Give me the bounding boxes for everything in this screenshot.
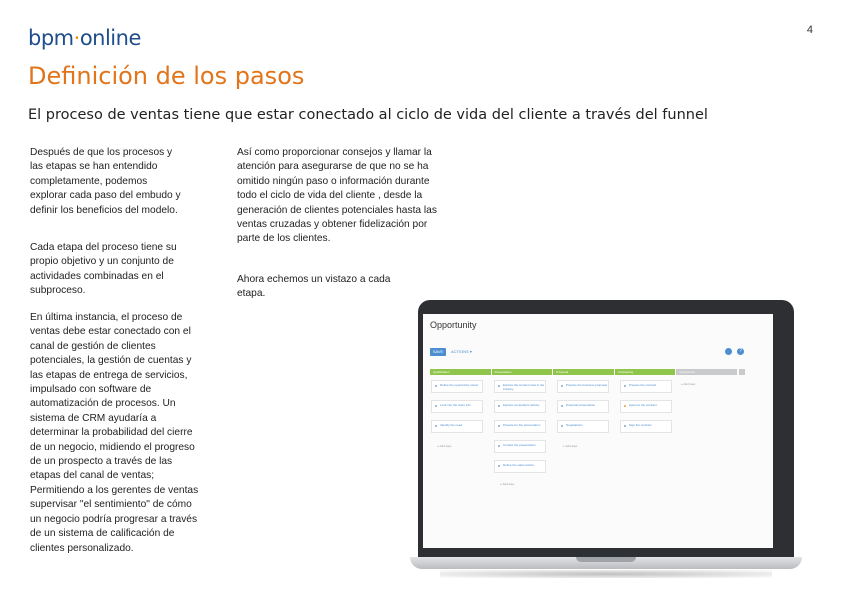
stage-proposal[interactable]: Proposal bbox=[553, 369, 614, 375]
add-step-link[interactable]: + Add step bbox=[681, 382, 695, 386]
stage-qualification[interactable]: Qualification bbox=[430, 369, 491, 375]
laptop-screen bbox=[423, 314, 773, 548]
add-step-link[interactable]: + Add step bbox=[500, 482, 514, 486]
add-step-link[interactable]: + Add step bbox=[563, 444, 577, 448]
page-title: Definición de los pasos bbox=[28, 62, 305, 90]
step-card[interactable]: Explore the contact roles in the industry bbox=[494, 380, 546, 393]
actions-menu[interactable]: ACTIONS ▾ bbox=[451, 349, 472, 354]
step-card[interactable]: Define the sales tactics bbox=[494, 460, 546, 473]
paragraph-intro: Después de que los procesos y las etapas se han entendido completamente, podemos explorar cada paso del embudo y definir los beneficios del modelo. bbox=[30, 147, 181, 216]
paragraph-crm: En última instancia, el proceso de ventas debe estar conectado con el canal de gestión de clientes potenciales, la gestión de cuentas y las etapas de entrega de servicios, impulsado con software de automatización de procesos. Un sistema de CRM ayudaría a determinar la probabilidad del cierre de un negocio, midiendo el progreso de un prospecto a través de las etapas del canal de ventas; Permitiendo a los gerentes de ventas supervisar "el sentimiento" de cómo un negocio podría progresar a través de un sistema de calificación de clientes personalizado. bbox=[30, 312, 199, 554]
logo-accent-dot: · bbox=[73, 26, 80, 50]
laptop-notch bbox=[576, 557, 636, 562]
page-subtitle: El proceso de ventas tiene que estar conectado al ciclo de vida del cliente a través del funnel bbox=[28, 107, 708, 123]
step-card[interactable]: Prepare the business proposal bbox=[557, 380, 609, 393]
paragraph-stage-objective: Cada etapa del proceso tiene su propio objetivo y un conjunto de actividades combinadas en el subproceso. bbox=[30, 242, 177, 297]
step-card[interactable]: Prepare the contract bbox=[620, 380, 672, 393]
step-card[interactable]: Look into the client info bbox=[431, 400, 483, 413]
step-card[interactable]: Sign the contract bbox=[620, 420, 672, 433]
step-card[interactable]: Negotiations bbox=[557, 420, 609, 433]
stage-contracting[interactable]: Contracting bbox=[615, 369, 676, 375]
laptop-shadow bbox=[440, 570, 772, 578]
step-card[interactable]: Define the opportunity owner bbox=[431, 380, 483, 393]
gear-icon[interactable] bbox=[725, 348, 732, 355]
page-number: 4 bbox=[806, 24, 813, 36]
brand-logo: bpm·online bbox=[28, 26, 141, 50]
add-step-link[interactable]: + Add step bbox=[437, 444, 451, 448]
step-card[interactable]: Contact the presentation bbox=[494, 440, 546, 453]
stage-presentation[interactable]: Presentation bbox=[492, 369, 553, 375]
help-icon[interactable]: ? bbox=[737, 348, 744, 355]
stage-bar-end bbox=[739, 369, 745, 375]
step-card[interactable]: Explore competitors activity bbox=[494, 400, 546, 413]
screen-title: Opportunity bbox=[430, 320, 477, 330]
step-card[interactable]: Prepare for the presentation bbox=[494, 420, 546, 433]
step-card[interactable]: Identify the need bbox=[431, 420, 483, 433]
paragraph-next: Ahora echemos un vistazo a cada etapa. bbox=[237, 274, 391, 300]
laptop-illustration bbox=[410, 300, 802, 583]
step-card[interactable]: Approve the contract bbox=[620, 400, 672, 413]
stage-closed-won[interactable]: Closed won bbox=[676, 369, 737, 375]
step-card[interactable]: Proposal presentation bbox=[557, 400, 609, 413]
paragraph-advice: Así como proporcionar consejos y llamar la atención para asegurarse de que no se ha omitido ningún paso o información durante todo el ciclo de vida del cliente , desde la generación de clientes potenciales hasta las ventas cruzadas y obtener fidelización por parte de los clientes. bbox=[237, 147, 437, 245]
save-button[interactable]: SAVE bbox=[430, 348, 446, 356]
stage-bar bbox=[430, 369, 738, 375]
